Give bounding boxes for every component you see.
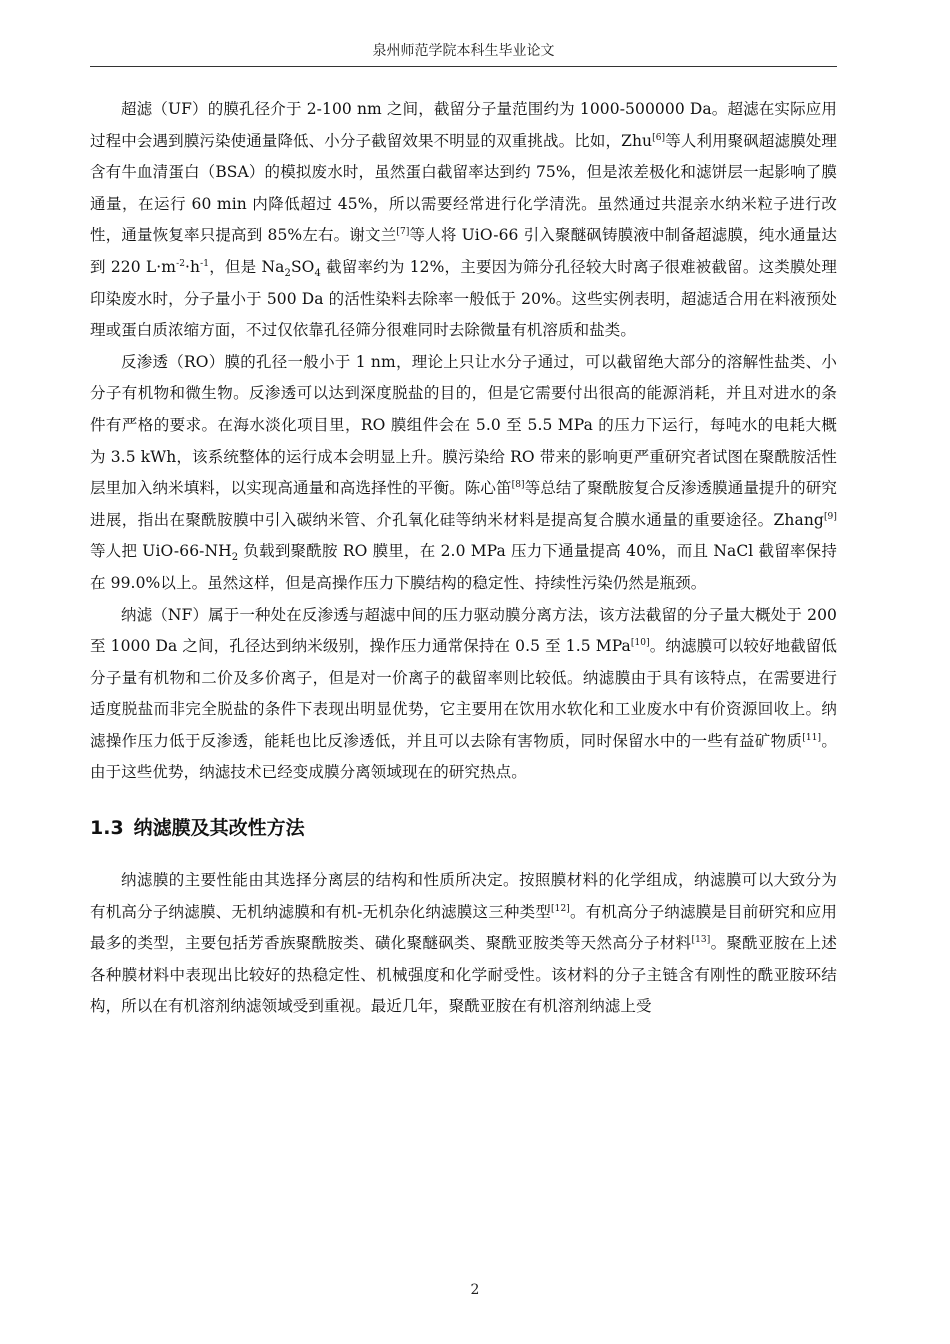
citation-ref: [7] <box>396 227 410 238</box>
page-number: 2 <box>470 1282 480 1298</box>
text-run: 纳滤（NF）属于一种处在反渗透与超滤中间的压力驱动膜分离方法，该方法截留的分子量大概处于 200 至 1000 Da 之间，孔径达到纳米级别，操作压力通常保持在 0.5 至 1.5 MPa <box>90 605 837 656</box>
text-run: 超滤（UF）的膜孔径介于 2-100 nm 之间，截留分子量范围约为 1000-500000 Da。超滤在实际应用过程中会遇到膜污染使通量降低、小分子截留效果不明显的双重挑战。比如，Zhu <box>90 100 837 150</box>
text-run: 截留率约为 12%，主要因为筛分孔径较大时离子很难被截留。这类膜处理印染废水时，分子量小于 500 Da 的活性染料去除率一般低于 20%。这些实例表明，超滤适合用在料液预处理或蛋白质浓缩方面，不过仅依靠孔径筛分很难同时去除微量有机溶质和盐类。 <box>90 257 837 340</box>
paragraph-nf-membrane-types <box>90 865 837 1023</box>
section-number: 1.3 <box>90 817 124 840</box>
header-rule <box>90 66 837 67</box>
section-title: 纳滤膜及其改性方法 <box>133 817 305 840</box>
text-run: 。由于这些优势，纳滤技术已经变成膜分离领域现在的研究热点。 <box>90 731 837 782</box>
chemical-subscript: 4 <box>314 268 321 280</box>
paragraph-nanofiltration <box>90 600 837 790</box>
paragraph-reverse-osmosis <box>90 347 837 600</box>
running-header: 泉州师范学院本科生毕业论文 <box>372 43 555 59</box>
text-run: 等总结了聚酰胺复合反渗透膜通量提升的研究进展，指出在聚酰胺膜中引入碳纳米管、介孔氧化硅等纳米材料是提高复合膜水通量的重要途径。Zhang <box>90 479 837 529</box>
text-run: 等人将 UiO-66 引入聚醚砜铸膜液中制备超滤膜，纯水通量达到 220 L·m <box>90 226 838 276</box>
text-run: 反渗透（RO）膜的孔径一般小于 1 nm，理论上只让水分子通过，可以截留绝大部分的溶解性盐类、小分子有机物和微生物。反渗透可以达到深度脱盐的目的，但是它需要付出很高的能源消耗，并且对进水的条件有严格的要求。在海水淡化项目里，RO 膜组件会在 5.0 至 5.5 MPa 的压力下运行，每吨水的电耗大概为 3.5 kWh，该系统整体的运行成本会明显上升。膜污染给 RO 带来的影响更严重研究者试图在聚酰胺活性层里加入纳米填料，以实现高通量和高选择性的平衡。陈心笛 <box>90 352 837 498</box>
text-run: ，但是 Na <box>209 257 285 276</box>
citation-ref: [10] <box>630 637 650 648</box>
citation-ref: [9] <box>823 511 837 522</box>
citation-ref: [6] <box>652 132 666 143</box>
text-run: 。纳滤膜可以较好地截留低分子量有机物和二价及多价离子，但是对一价离子的截留率则比较低。纳滤膜由于具有该特点，在需要进行适度脱盐而非完全脱盐的条件下表现出明显优势，它主要用在饮用水软化和工业废水中有价资源回收上。纳滤操作压力低于反渗透，能耗也比反渗透低，并且可以去除有害物质，同时保留水中的一些有益矿物质 <box>90 637 837 750</box>
text-run: ·h <box>185 257 201 276</box>
text-run: 等人利用聚砜超滤膜处理含有牛血清蛋白（BSA）的模拟废水时，虽然蛋白截留率达到约 75%，但是浓差极化和滤饼层一起影响了膜通量，在运行 60 min 内降低超过 45%，所以需要经常进行化学清洗。虽然通过共混亲水纳米粒子进行改性，通量恢复率只提高到 85%左右。谢文兰 <box>90 131 838 245</box>
text-run: 负载到聚酰胺 RO 膜里，在 2.0 MPa 压力下通量提高 40%，而且 NaCl 截留率保持在 99.0%以上。虽然这样，但是高操作压力下膜结构的稳定性、持续性污染仍然是瓶颈。 <box>90 542 837 592</box>
chemical-subscript: 2 <box>231 552 239 564</box>
unit-exponent: -1 <box>200 258 210 269</box>
text-run: 。有机高分子纳滤膜是目前研究和应用最多的类型，主要包括芳香族聚酰胺类、磺化聚醚砜类、聚酰亚胺类等天然高分子材料 <box>90 902 837 953</box>
citation-ref: [12] <box>551 903 570 914</box>
paragraph-ultrafiltration <box>90 94 837 347</box>
citation-ref: [8] <box>511 479 525 490</box>
text-run: SO <box>290 257 315 276</box>
chemical-subscript: 2 <box>284 268 291 280</box>
section-heading <box>90 811 837 845</box>
text-run: 。聚酰亚胺在上述各种膜材料中表现出比较好的热稳定性、机械强度和化学耐受性。该材料的分子主链含有刚性的酰亚胺环结构，所以在有机溶剂纳滤领域受到重视。最近几年，聚酰亚胺在有机溶剂纳滤上受 <box>90 934 837 1016</box>
citation-ref: [11] <box>802 732 822 743</box>
citation-ref: [13] <box>691 935 711 946</box>
text-run: 等人把 UiO-66-NH <box>90 542 232 561</box>
text-run: 纳滤膜的主要性能由其选择分离层的结构和性质所决定。按照膜材料的化学组成，纳滤膜可以大致分为有机高分子纳滤膜、无机纳滤膜和有机-无机杂化纳滤膜这三种类型 <box>90 871 837 921</box>
page-body <box>90 94 837 1023</box>
unit-exponent: -2 <box>176 258 186 269</box>
